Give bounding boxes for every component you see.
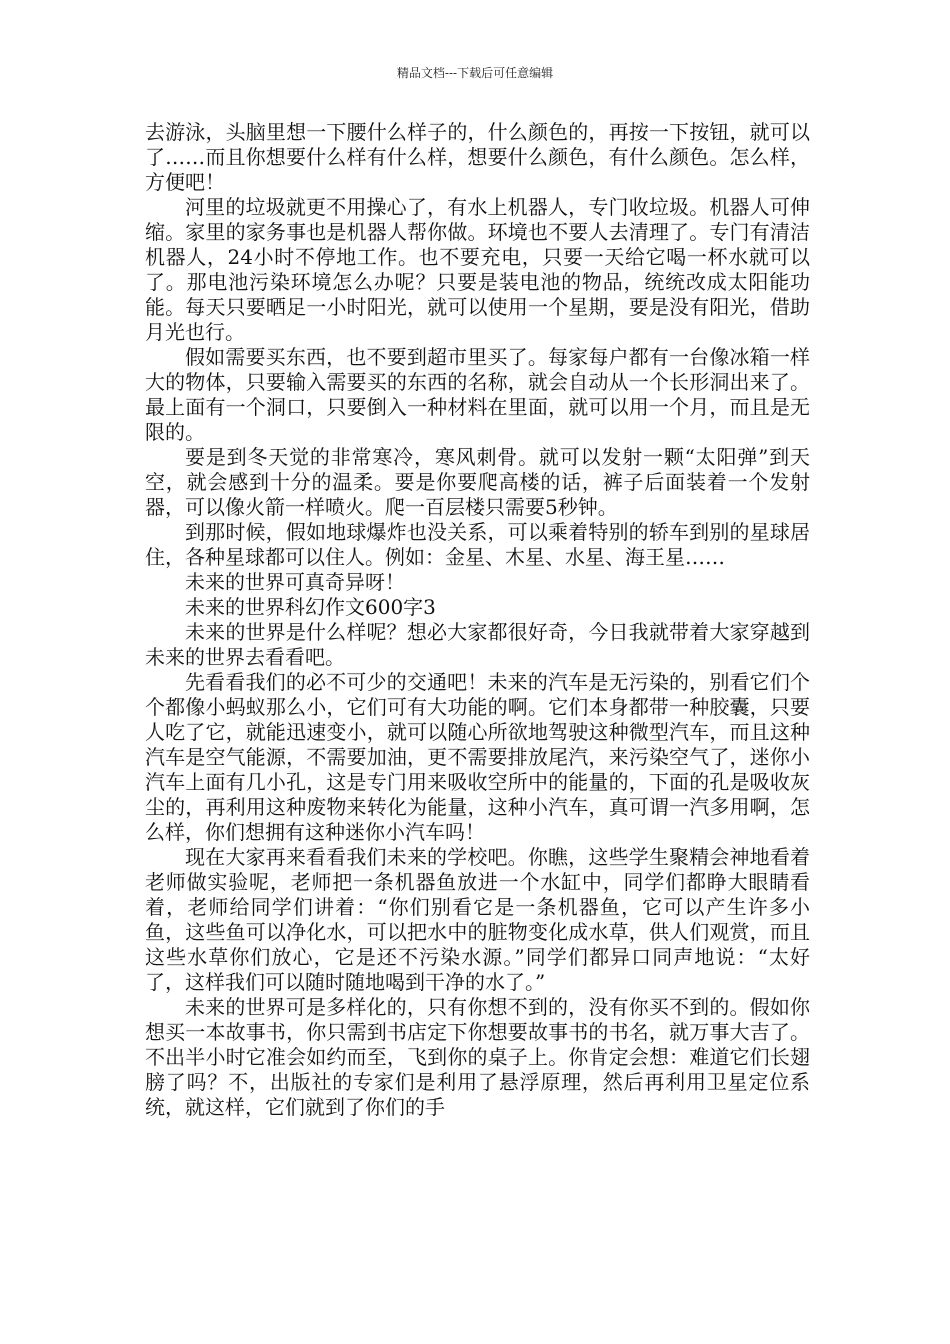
paragraph-1: 去游泳，头脑里想一下腰什么样子的，什么颜色的，再按一下按钮，就可以了……而且你想要什么样有什么样，想要什么颜色，有什么颜色。怎么样，方便吧！ bbox=[145, 120, 810, 194]
closing-line: 未来的世界可真奇异呀！ bbox=[185, 570, 405, 594]
paragraph-2: 河里的垃圾就更不用操心了，有水上机器人，专门收垃圾。机器人可伸缩。家里的家务事也是机器人帮你做。环境也不要人去清理了。专门有清洁机器人，24小时不停地工作。也不要充电，只要一天给它喝一杯水就可以了。那电池污染环境怎么办呢？只要是装电池的物品，统统改成太阳能功能。每天只要晒足一小时阳光，就可以使用一个星期，要是没有阳光，借助月光也行。 bbox=[145, 195, 810, 344]
paragraph-3: 假如需要买东西，也不要到超市里买了。每家每户都有一台像冰箱一样大的物体，只要输入需要买的东西的名称，就会自动从一个长形洞出来了。最上面有一个洞口，只要倒入一种材料在里面，就可以用一个月，而且是无限的。 bbox=[145, 345, 810, 444]
paragraph-9: 未来的世界可是多样化的，只有你想不到的，没有你买不到的。假如你想买一本故事书，你只需到书店定下你想要故事书的书名，就万事大吉了。不出半小时它准会如约而至，飞到你的桌子上。你肯定会想：难道它们长翅膀了吗？不，出版社的专家们是利用了悬浮原理，然后再利用卫星定位系统，就这样，它们就到了你们的手 bbox=[145, 995, 810, 1119]
paragraph-6: 未来的世界是什么样呢？想必大家都很好奇，今日我就带着大家穿越到未来的世界去看看吧。 bbox=[145, 620, 810, 669]
paragraph-5: 到那时候，假如地球爆炸也没关系，可以乘着特别的轿车到别的星球居住，各种星球都可以住人。例如：金星、木星、水星、海王星…… bbox=[145, 520, 810, 569]
page-header: 精品文档---下载后可任意编辑 bbox=[396, 66, 554, 80]
paragraph-8: 现在大家再来看看我们未来的学校吧。你瞧，这些学生聚精会神地看着老师做实验呢，老师把一条机器鱼放进一个水缸中，同学们都睁大眼睛看着，老师给同学们讲着：“你们别看它是一条机器鱼，它可以产生许多小鱼，这些鱼可以净化水，可以把水中的脏物变化成水草，供人们观赏，而且这些水草你们放心，它是还不污染水源。”同学们都异口同声地说：“太好了，这样我们可以随时随地喝到干净的水了。” bbox=[145, 845, 810, 994]
paragraph-4: 要是到冬天觉的非常寒冷，寒风刺骨。就可以发射一颗“太阳弹”到天空，就会感到十分的温柔。要是你要爬高楼的话，裤子后面装着一个发射器，可以像火箭一样喷火。爬一百层楼只需要5秒钟。 bbox=[145, 445, 810, 519]
document-body bbox=[145, 120, 810, 1120]
paragraph-7: 先看看我们的必不可少的交通吧！未来的汽车是无污染的，别看它们个个都像小蚂蚁那么小，它们可有大功能的啊。它们本身都带一种胶囊，只要人吃了它，就能迅速变小，就可以随心所欲地驾驶这种微型汽车，而且这种汽车是空气能源，不需要加油，更不需要排放尾汽，来污染空气了，迷你小汽车上面有几小孔，这是专门用来吸收空所中的能量的，下面的孔是吸收灰尘的，再利用这种废物来转化为能量，这种小汽车，真可谓一汽多用啊，怎么样，你们想拥有这种迷你小汽车吗！ bbox=[145, 670, 810, 844]
essay-title: 未来的世界科幻作文600字3 bbox=[185, 595, 436, 619]
